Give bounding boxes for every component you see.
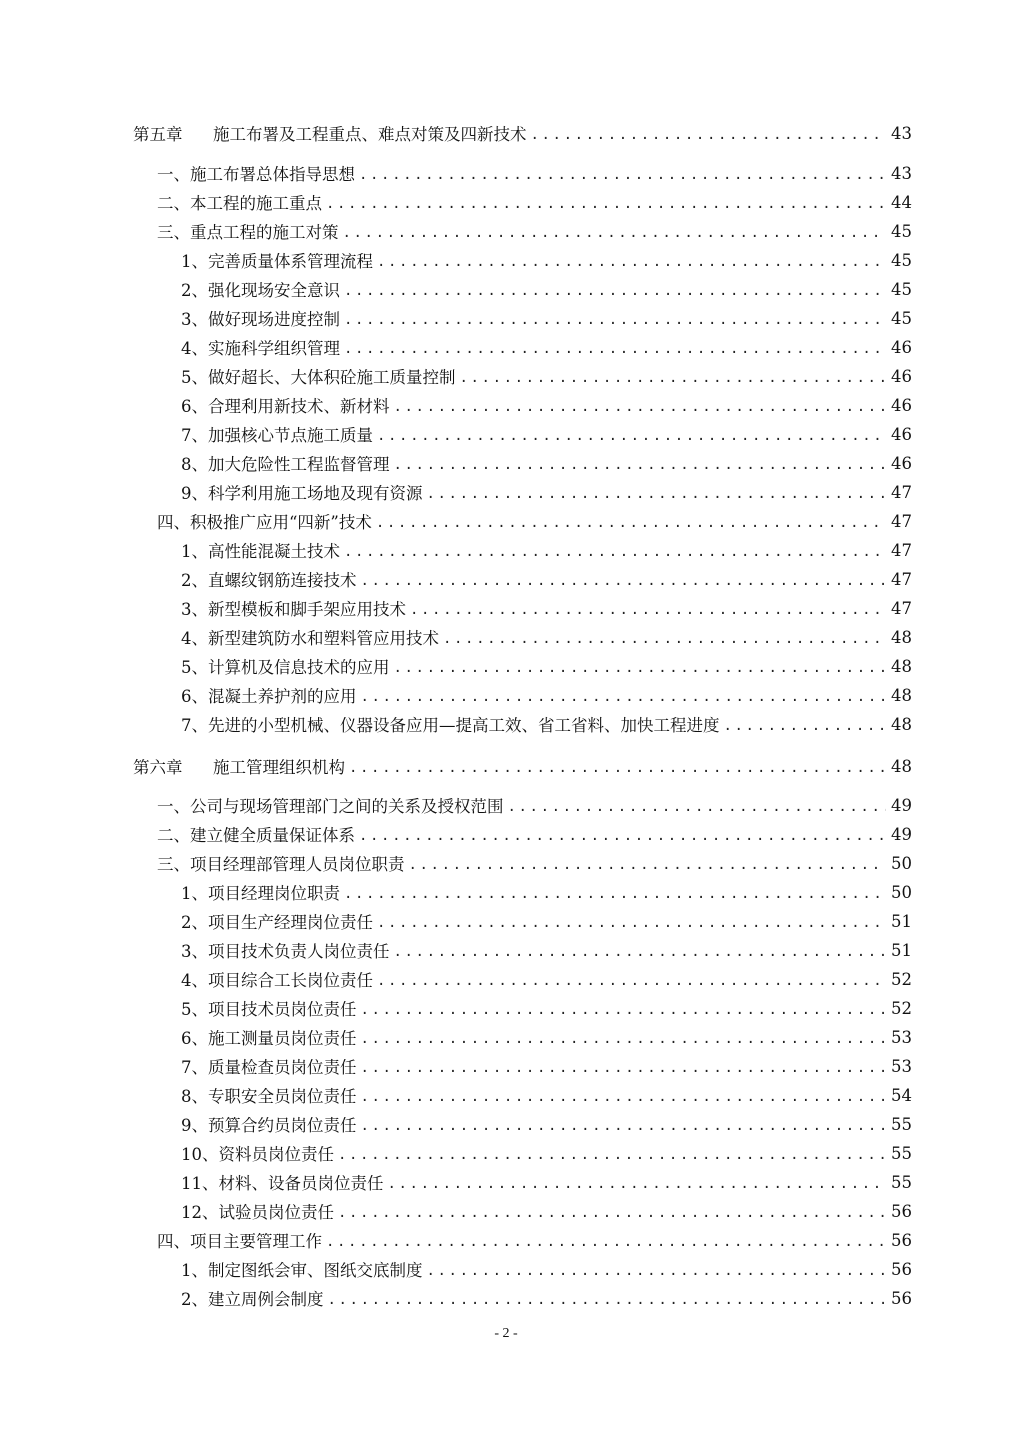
dot-leader [328,1287,887,1313]
toc-section[interactable] [157,160,912,186]
toc-subsection[interactable] [181,1198,912,1224]
page-number: 49 [891,824,912,844]
toc-subsection[interactable] [181,276,912,302]
dot-leader [361,1026,887,1052]
toc-section[interactable] [157,508,912,534]
subsection-title: 11、材料、设备员岗位责任 [181,1174,384,1193]
dot-leader [338,1142,886,1168]
page-number: 43 [891,123,912,143]
toc-section[interactable] [157,218,912,244]
page-number: 50 [891,882,912,902]
subsection-title: 5、做好超长、大体积砼施工质量控制 [181,368,456,387]
toc-section[interactable] [157,792,912,818]
page-number: 48 [891,756,912,776]
toc-subsection[interactable] [181,1024,912,1050]
toc-subsection[interactable] [181,624,912,650]
dot-leader [443,626,886,652]
dot-leader [394,452,887,478]
dot-leader [377,249,886,275]
toc-section[interactable] [157,189,912,215]
toc-subsection[interactable] [181,595,912,621]
subsection-title: 9、预算合约员岗位责任 [181,1116,357,1135]
section-title: 一、施工布署总体指导思想 [157,165,355,184]
toc-subsection[interactable] [181,537,912,563]
page-number: 47 [891,540,912,560]
section-title: 三、重点工程的施工对策 [157,223,339,242]
page-number: 52 [891,998,912,1018]
page-number: 48 [891,685,912,705]
page-number: 46 [891,395,912,415]
toc-subsection[interactable] [181,363,912,389]
subsection-title: 6、合理利用新技术、新材料 [181,397,390,416]
dot-leader [388,1171,887,1197]
page-number: 48 [891,656,912,676]
subsection-title: 1、完善质量体系管理流程 [181,252,373,271]
chapter-number: 第五章 [133,125,183,144]
page-number: 44 [891,192,912,212]
toc-subsection[interactable] [181,479,912,505]
subsection-title: 2、直螺纹钢筋连接技术 [181,571,357,590]
page-number: 51 [891,940,912,960]
dot-leader [361,1084,887,1110]
section-title: 二、本工程的施工重点 [157,194,322,213]
dot-leader [724,713,887,739]
page-number: 45 [891,221,912,241]
page-number: 47 [891,569,912,589]
page-number: 45 [891,250,912,270]
toc-subsection[interactable] [181,711,912,737]
dot-leader [338,1200,886,1226]
section-title: 四、项目主要管理工作 [157,1232,322,1251]
dot-leader [394,655,887,681]
dot-leader [344,539,886,565]
page-number: 55 [891,1172,912,1192]
dot-leader [344,278,886,304]
subsection-title: 1、高性能混凝土技术 [181,542,340,561]
page-footer-number: - 2 - [494,1326,518,1341]
subsection-title: 6、施工测量员岗位责任 [181,1029,357,1048]
dot-leader [377,968,886,994]
subsection-title: 1、项目经理岗位职责 [181,884,340,903]
chapter-number: 第六章 [133,758,183,777]
page-number: 55 [891,1143,912,1163]
subsection-title: 8、专职安全员岗位责任 [181,1087,357,1106]
subsection-title: 3、做好现场进度控制 [181,310,340,329]
dot-leader [410,597,886,623]
toc-chapter-5[interactable] [133,120,912,146]
page-number: 48 [891,714,912,734]
dot-leader [460,365,887,391]
toc-subsection[interactable] [181,1256,912,1282]
page-number: 47 [891,511,912,531]
page-number: 46 [891,366,912,386]
toc-subsection[interactable] [181,450,912,476]
section-title: 四、积极推广应用“四新”技术 [157,513,372,532]
page-number: 51 [891,911,912,931]
subsection-title: 9、科学利用施工场地及现有资源 [181,484,423,503]
dot-leader [394,394,887,420]
page-number: 46 [891,337,912,357]
toc-subsection[interactable] [181,247,912,273]
toc-section[interactable] [157,850,912,876]
subsection-title: 12、试验员岗位责任 [181,1203,334,1222]
toc-subsection[interactable] [181,908,912,934]
dot-leader [344,307,886,333]
subsection-title: 2、建立周例会制度 [181,1290,324,1309]
toc-subsection[interactable] [181,1082,912,1108]
toc-subsection[interactable] [181,1285,912,1311]
section-title: 二、建立健全质量保证体系 [157,826,355,845]
dot-leader [344,336,886,362]
subsection-title: 4、项目综合工长岗位责任 [181,971,373,990]
page-number: 45 [891,308,912,328]
page-number: 43 [891,163,912,183]
chapter-title: 施工管理组织机构 [213,758,345,777]
subsection-title: 8、加大危险性工程监督管理 [181,455,390,474]
subsection-title: 3、新型模板和脚手架应用技术 [181,600,406,619]
toc-subsection[interactable] [181,1169,912,1195]
toc-subsection[interactable] [181,1140,912,1166]
dot-leader [343,220,887,246]
dot-leader [361,997,887,1023]
dot-leader [359,823,886,849]
page-number: 52 [891,969,912,989]
toc-subsection[interactable] [181,966,912,992]
dot-leader [508,794,887,820]
toc-chapter-6[interactable] [133,753,912,779]
toc-subsection[interactable] [181,334,912,360]
subsection-title: 7、先进的小型机械、仪器设备应用—提高工效、省工省料、加快工程进度 [181,716,720,735]
dot-leader [344,881,886,907]
subsection-title: 3、项目技术负责人岗位责任 [181,942,390,961]
toc-subsection[interactable] [181,937,912,963]
dot-leader [361,1113,887,1139]
subsection-title: 7、质量检查员岗位责任 [181,1058,357,1077]
page-number: 50 [891,853,912,873]
page-number: 56 [891,1230,912,1250]
subsection-title: 5、计算机及信息技术的应用 [181,658,390,677]
page-number: 53 [891,1027,912,1047]
section-title: 三、项目经理部管理人员岗位职责 [157,855,405,874]
subsection-title: 6、混凝土养护剂的应用 [181,687,357,706]
dot-leader [427,481,887,507]
page-number: 45 [891,279,912,299]
page-number: 47 [891,598,912,618]
dot-leader [377,423,886,449]
subsection-title: 2、强化现场安全意识 [181,281,340,300]
page-number: 46 [891,424,912,444]
dot-leader [531,122,887,148]
dot-leader [361,568,887,594]
subsection-title: 2、项目生产经理岗位责任 [181,913,373,932]
dot-leader [377,910,886,936]
dot-leader [359,162,886,188]
page-number: 48 [891,627,912,647]
page-number: 47 [891,482,912,502]
toc-subsection[interactable] [181,995,912,1021]
subsection-title: 4、实施科学组织管理 [181,339,340,358]
subsection-title: 4、新型建筑防水和塑料管应用技术 [181,629,439,648]
page-number: 49 [891,795,912,815]
subsection-title: 10、资料员岗位责任 [181,1145,334,1164]
toc-section[interactable] [157,821,912,847]
toc-subsection[interactable] [181,566,912,592]
chapter-title: 施工布署及工程重点、难点对策及四新技术 [213,125,527,144]
dot-leader [427,1258,887,1284]
dot-leader [326,1229,886,1255]
subsection-title: 7、加强核心节点施工质量 [181,426,373,445]
dot-leader [361,684,887,710]
dot-leader [361,1055,887,1081]
page-number: 55 [891,1114,912,1134]
toc-subsection[interactable] [181,653,912,679]
dot-leader [326,191,886,217]
page-number: 54 [891,1085,912,1105]
toc-subsection[interactable] [181,879,912,905]
dot-leader [394,939,887,965]
toc-subsection[interactable] [181,305,912,331]
dot-leader [376,510,886,536]
toc-subsection[interactable] [181,392,912,418]
page-number: 53 [891,1056,912,1076]
section-title: 一、公司与现场管理部门之间的关系及授权范围 [157,797,504,816]
page-number: 56 [891,1288,912,1308]
page-number: 56 [891,1259,912,1279]
toc-subsection[interactable] [181,682,912,708]
toc-subsection[interactable] [181,1053,912,1079]
page-number: 56 [891,1201,912,1221]
toc-subsection[interactable] [181,1111,912,1137]
subsection-title: 1、制定图纸会审、图纸交底制度 [181,1261,423,1280]
subsection-title: 5、项目技术员岗位责任 [181,1000,357,1019]
toc-section[interactable] [157,1227,912,1253]
page-number: 46 [891,453,912,473]
dot-leader [409,852,887,878]
dot-leader [349,755,886,781]
toc-subsection[interactable] [181,421,912,447]
